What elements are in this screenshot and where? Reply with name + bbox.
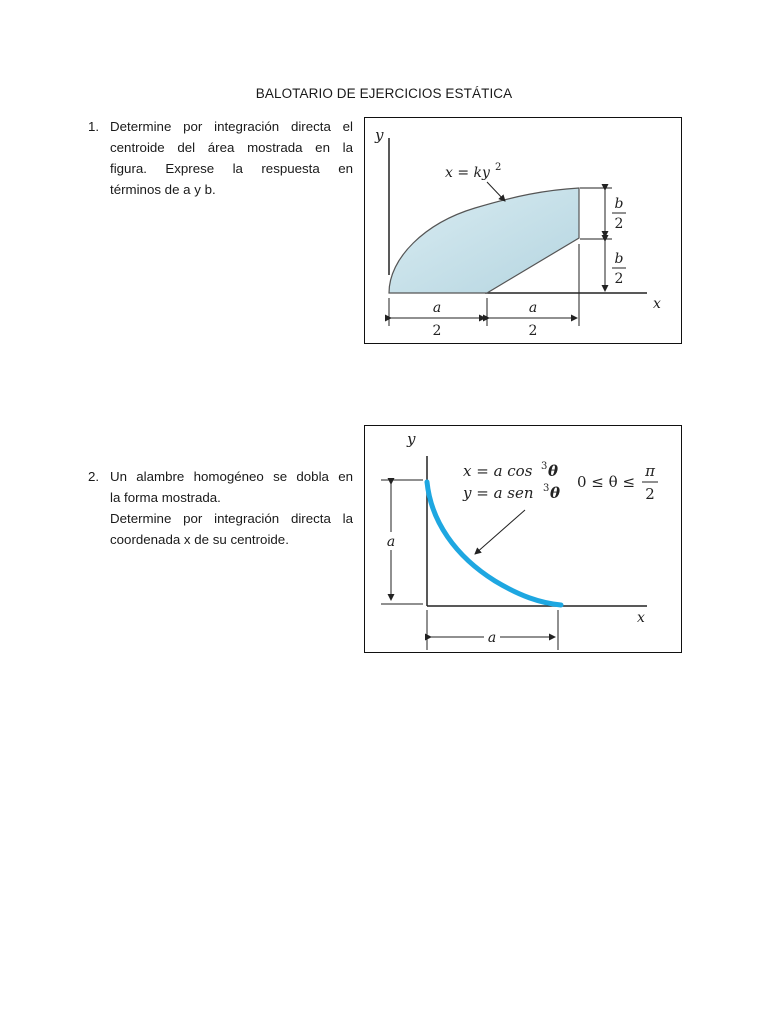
statement-line: Un alambre homogéneo se dobla en [110, 469, 353, 484]
y-axis-label: y [407, 430, 416, 448]
problem-number: 2. [88, 469, 100, 484]
statement-line: figura. Exprese la respuesta en [110, 161, 353, 176]
figure-2-drawing [365, 426, 683, 654]
curve-exponent: 2 [495, 162, 502, 173]
equation-x-exp: 3 [541, 461, 548, 472]
curve-leader [487, 182, 505, 201]
statement-line: términos de a y b. [110, 182, 216, 197]
equation-x-theta: θ [548, 462, 559, 480]
equation-y-theta: θ [550, 484, 561, 502]
equation-y: y = a sen [463, 484, 534, 502]
shaded-area [389, 188, 579, 293]
curve-equation: x = ky [445, 165, 490, 181]
b-numerator: b [614, 196, 624, 212]
figure-2 [364, 425, 682, 653]
problem-statement [110, 466, 353, 550]
b-denominator: 2 [614, 271, 624, 287]
a-denominator: 2 [528, 323, 538, 339]
statement-line: coordenada x de su centroide. [110, 532, 289, 547]
b-numerator: b [614, 251, 624, 267]
a-denominator: 2 [432, 323, 442, 339]
problem-2 [88, 466, 353, 556]
a-numerator: a [528, 300, 538, 316]
statement-line: Determine por integración directa la [110, 511, 353, 526]
range-numerator: π [645, 462, 655, 480]
problem-number: 1. [88, 119, 100, 134]
b-denominator: 2 [614, 216, 624, 232]
dim-a-label: a [487, 630, 497, 646]
y-axis-label: y [375, 126, 384, 144]
equation-y-exp: 3 [543, 483, 550, 494]
document-title: BALOTARIO DE EJERCICIOS ESTÁTICA [255, 86, 513, 101]
theta-range: 0 ≤ θ ≤ [577, 473, 636, 491]
dim-a-label: a [386, 534, 396, 550]
figure-1 [364, 117, 682, 344]
equation-x: x = a cos [463, 462, 533, 480]
problem-statement [110, 116, 353, 200]
x-axis-label: x [653, 296, 661, 312]
figure-1-drawing [365, 118, 683, 345]
statement-line: centroide del área mostrada en la [110, 140, 353, 155]
statement-line: la forma mostrada. [110, 490, 221, 505]
problem-1 [88, 116, 353, 206]
a-numerator: a [432, 300, 442, 316]
curve-leader [475, 510, 525, 554]
range-denominator: 2 [645, 485, 655, 503]
x-axis-label: x [637, 610, 645, 626]
statement-line: Determine por integración directa el [110, 119, 353, 134]
